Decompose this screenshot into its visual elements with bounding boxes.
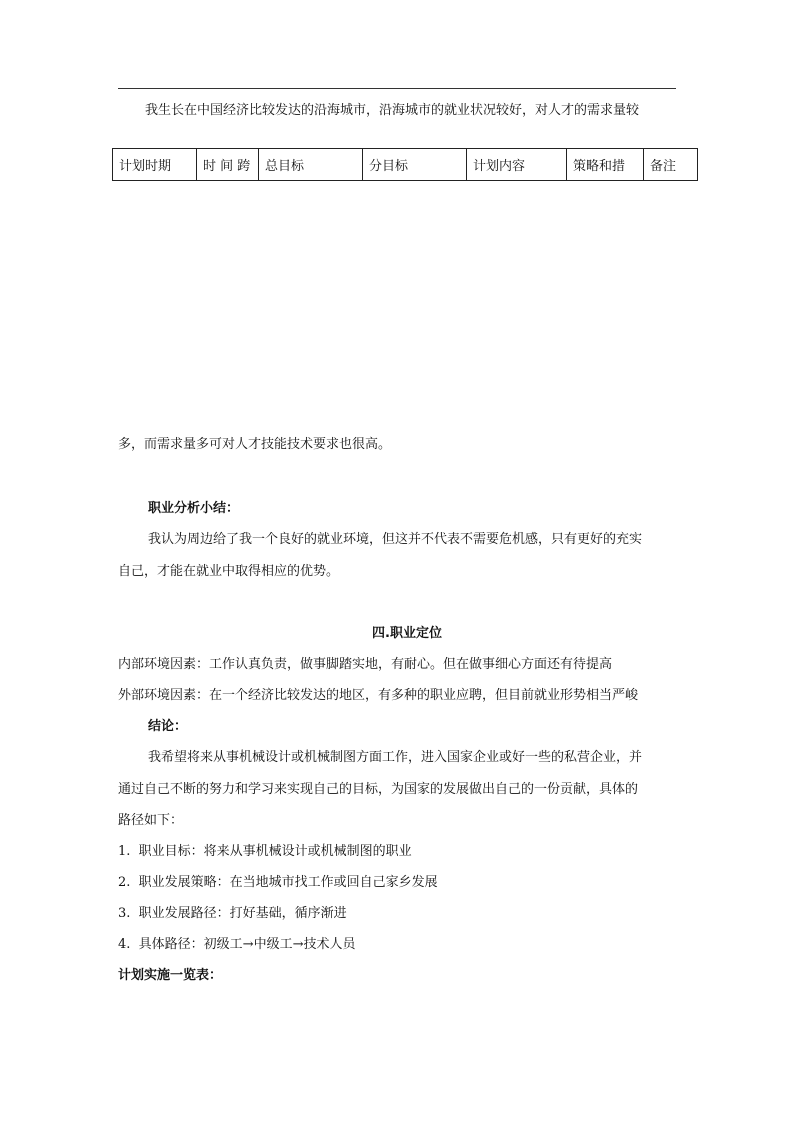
summary-heading: 职业分析小结：: [148, 501, 240, 516]
summary-line: 自己，才能在就业中取得相应的优势。: [118, 564, 340, 579]
list-item-number: 2.: [118, 875, 131, 890]
conclusion-heading: 结论：: [148, 719, 188, 734]
section-title: 四.职业定位: [372, 626, 442, 641]
table-header-cell: 分目标: [363, 149, 467, 181]
list-item: [118, 936, 355, 954]
conclusion-line: 路径如下：: [118, 813, 184, 828]
internal-factors: 内部环境因素：工作认真负责，做事脚踏实地，有耐心。但在做事细心方面还有待提高: [118, 657, 613, 672]
list-item-text: 职业发展策略：在当地城市找工作或回自己家乡发展: [138, 875, 438, 890]
table-header-cell: 时 间 跨: [197, 149, 259, 181]
table-header-cell: 总目标: [259, 149, 363, 181]
list-item-text: 具体路径：初级工→中级工→技术人员: [138, 937, 356, 952]
intro-line: 我生长在中国经济比较发达的沿海城市，沿海城市的就业状况较好，对人才的需求量较: [145, 103, 640, 118]
conclusion-line: 我希望将来从事机械设计或机械制图方面工作，进入国家企业或好一些的私营企业，并: [148, 750, 643, 765]
plan-heading: 计划实施一览表：: [118, 968, 223, 983]
continuation-line: 多，而需求量多可对人才技能技术要求也很高。: [118, 437, 392, 452]
list-item: [118, 843, 412, 861]
header-rule: [118, 88, 676, 89]
list-item-text: 职业发展路径：打好基础，循序渐进: [138, 906, 347, 921]
table-header-cell: 计划时期: [113, 149, 197, 181]
external-factors: 外部环境因素：在一个经济比较发达的地区，有多种的职业应聘，但目前就业形势相当严峻: [118, 688, 639, 703]
table-header-cell: 备注: [644, 149, 698, 181]
list-item-text: 职业目标：将来从事机械设计或机械制图的职业: [138, 844, 412, 859]
conclusion-line: 通过自己不断的努力和学习来实现自己的目标，为国家的发展做出自己的一份贡献，具体的: [118, 782, 639, 797]
list-item-number: 3.: [118, 906, 131, 921]
list-item-number: 1.: [118, 844, 131, 859]
table-header-row: [113, 149, 698, 181]
table-header-cell: 计划内容: [467, 149, 567, 181]
list-item-number: 4.: [118, 937, 131, 952]
summary-line: 我认为周边给了我一个良好的就业环境，但这并不代表不需要危机感，只有更好的充实: [148, 532, 643, 547]
list-item: [118, 874, 438, 892]
plan-table: [112, 148, 698, 181]
list-item: [118, 905, 347, 923]
table-header-cell: 策略和措: [567, 149, 644, 181]
